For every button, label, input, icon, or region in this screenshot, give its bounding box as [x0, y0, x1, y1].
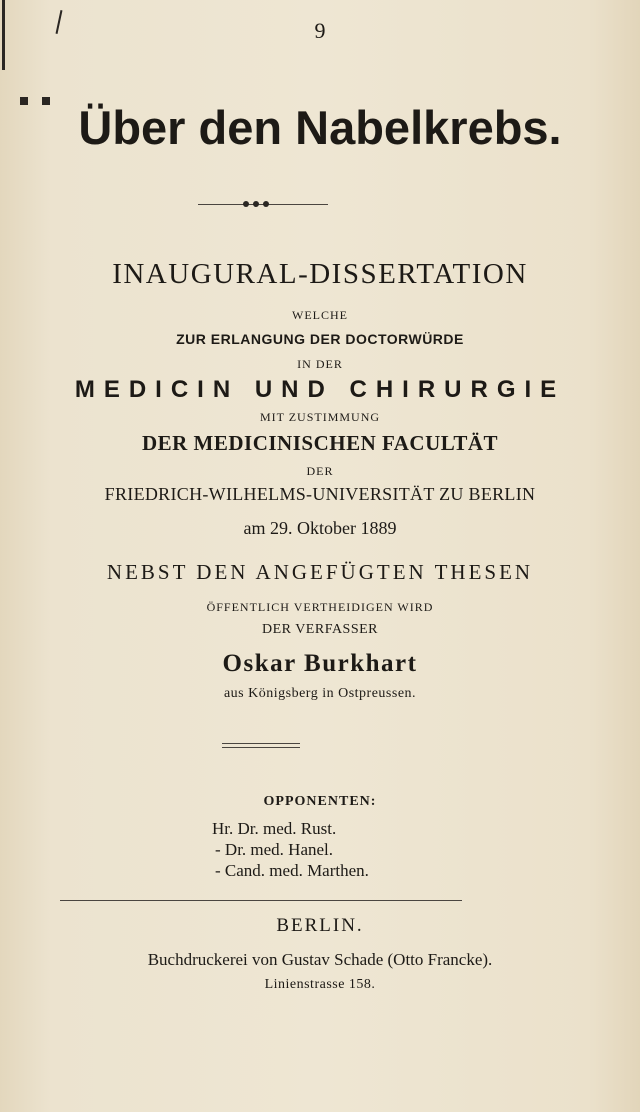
ornament-dots — [243, 201, 277, 207]
opponent-item: Hr. Dr. med. Rust. — [212, 819, 337, 838]
line-medicin: MEDICIN UND CHIRURGIE — [74, 376, 566, 403]
imprint-address: Linienstrasse 158. — [264, 977, 376, 992]
defense-date: am 29. Oktober 1889 — [243, 518, 397, 538]
line-welche: WELCHE — [292, 308, 348, 322]
line-verfasser: DER VERFASSER — [261, 622, 379, 637]
line-erlangung: ZUR ERLANGUNG DER DOCTORWÜRDE — [176, 331, 464, 347]
opponent-item: - Cand. med. Marthen. — [215, 861, 369, 880]
line-facultaet: DER MEDICINISCHEN FACULTÄT — [141, 431, 499, 455]
double-rule — [222, 743, 300, 748]
author-origin: aus Königsberg in Ostpreussen. — [223, 686, 417, 701]
line-thesen: NEBST DEN ANGEFÜGTEN THESEN — [106, 560, 534, 584]
imprint-rule — [60, 900, 462, 901]
line-zustimmung: MIT ZUSTIMMUNG — [259, 410, 381, 424]
line-verteidigen: ÖFFENTLICH VERTHEIDIGEN WIRD — [206, 600, 434, 614]
line-in-der: IN DER — [297, 357, 343, 371]
opponent-item: - Dr. med. Hanel. — [215, 840, 334, 859]
line-der: DER — [306, 464, 334, 478]
line-universitaet: FRIEDRICH-WILHELMS-UNIVERSITÄT ZU BERLIN — [104, 484, 536, 504]
page-number: 9 — [314, 18, 326, 43]
opponents-list — [212, 818, 369, 881]
imprint-printer: Buchdruckerei von Gustav Schade (Otto Francke). — [147, 950, 493, 969]
imprint-city: BERLIN. — [276, 915, 364, 936]
page-title: Über den Nabelkrebs. — [78, 101, 562, 154]
opponents-heading: OPPONENTEN: — [263, 794, 377, 809]
dissertation-heading: INAUGURAL-DISSERTATION — [112, 258, 528, 290]
author-name: Oskar Burkhart — [222, 650, 418, 677]
